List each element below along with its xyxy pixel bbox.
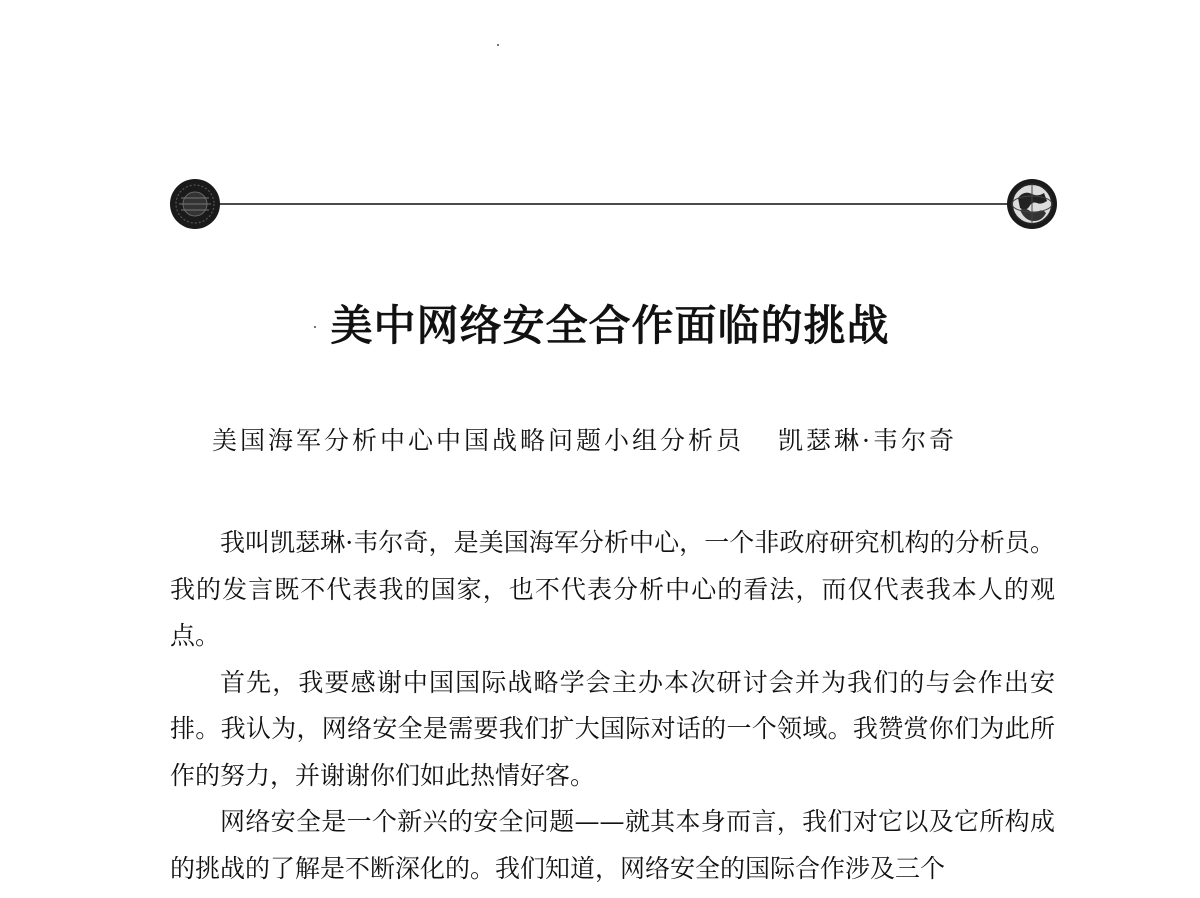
scan-speck (497, 44, 499, 46)
dark-round-emblem-icon (170, 179, 220, 229)
paragraph: 我叫凯瑟琳·韦尔奇，是美国海军分析中心，一个非政府研究机构的分析员。我的发言既不代表我的国家，也不代表分析中心的看法，而仅代表我本人的观点。 (170, 528, 1055, 650)
scan-speck (314, 326, 316, 328)
paragraph: 首先，我要感谢中国国际战略学会主办本次研讨会并为我们的与会作出安排。我认为，网络安全是需要我们扩大国际对话的一个领域。我赞赏你们为此所作的努力，并谢谢你们如此热情好客。 (170, 667, 1055, 790)
paragraph: 网络安全是一个新兴的安全问题——就其本身而言，我们对它以及它所构成的挑战的了解是不断深化的。我们知道，网络安全的国际合作涉及三个 (170, 807, 1055, 883)
header-ornament (168, 176, 1062, 236)
article-body (170, 520, 1055, 892)
article-title: 美中网络安全合作面临的挑战 (330, 301, 890, 350)
author-name: 凯瑟琳·韦尔奇 (778, 426, 957, 455)
author-affiliation: 美国海军分析中心中国战略问题小组分析员 (212, 426, 745, 455)
byline (212, 424, 1032, 458)
globe-emblem-icon (1007, 179, 1057, 229)
